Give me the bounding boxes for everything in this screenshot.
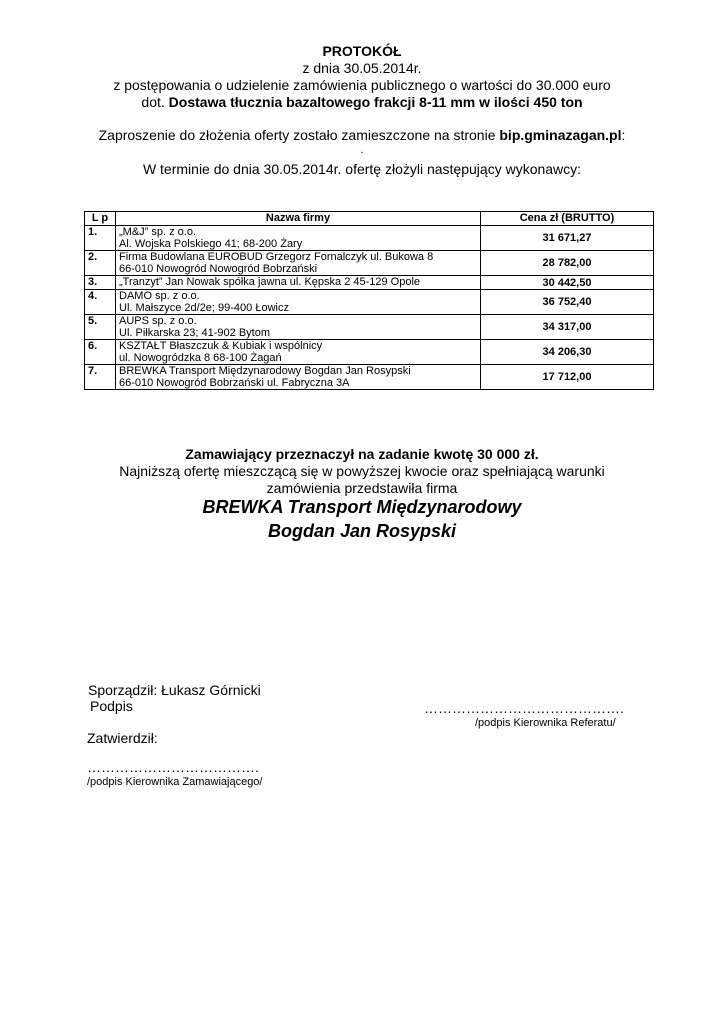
table-row (85, 365, 654, 390)
row-name (116, 365, 481, 390)
row-name-line1: „Tranzyt” Jan Nowak spółka jawna ul. Kępska 2 45-129 Opole (119, 276, 421, 288)
document-date: z dnia 30.05.2014r. (302, 60, 422, 76)
table-header-row (85, 212, 654, 226)
row-price: 30 442,50 (481, 276, 654, 290)
signature-dots-right: ……………………………………. (424, 700, 624, 716)
row-price: 36 752,40 (481, 290, 654, 315)
row-lp: 2. (85, 251, 116, 276)
approved-by: Zatwierdził: (87, 730, 158, 746)
row-name-line2: Ul. Małszyce 2d/2e; 99-400 Łowicz (119, 302, 289, 314)
row-name (116, 276, 481, 290)
table-row (85, 226, 654, 251)
result-line1: Najniższą ofertę mieszczącą się w powyższej kwocie oraz spełniającą warunki (119, 463, 605, 479)
result-line2: zamówienia przedstawiła firma (266, 480, 458, 496)
row-name-line1: BREWKA Transport Międzynarodowy Bogdan Jan Rosypski (119, 365, 411, 377)
invitation-site: bip.gminazagan.pl (499, 127, 622, 143)
row-name-line2: 66-010 Nowogród Nowogród Bobrzański (119, 263, 318, 275)
winner-line1: BREWKA Transport Międzynarodowy (202, 497, 522, 517)
invitation-line (0, 127, 724, 143)
row-price: 34 317,00 (481, 315, 654, 340)
row-price: 34 206,30 (481, 340, 654, 365)
winner-line2: Bogdan Jan Rosypski (267, 521, 457, 541)
header-lp: L p (85, 212, 116, 226)
prepared-by: Sporządził: Łukasz Górnicki (88, 682, 261, 698)
table-row (85, 276, 654, 290)
offers-table (84, 211, 654, 390)
row-lp: 3. (85, 276, 116, 290)
row-name-line2: ul. Nowogródzka 8 68-100 Żagań (119, 352, 282, 364)
row-lp: 5. (85, 315, 116, 340)
deadline-line: W terminie do dnia 30.05.2014r. ofertę złożyli następujący wykonawcy: (142, 161, 582, 177)
row-price: 31 671,27 (481, 226, 654, 251)
row-name (116, 315, 481, 340)
row-name (116, 251, 481, 276)
row-name (116, 290, 481, 315)
invitation-dot: . (360, 144, 364, 156)
table-row (85, 251, 654, 276)
row-lp: 7. (85, 365, 116, 390)
signature-caption-right: /podpis Kierownika Referatu/ (475, 717, 616, 729)
header-price: Cena zł (BRUTTO) (481, 212, 654, 226)
podpis-label: Podpis (90, 698, 133, 714)
subject-text: Dostawa tłucznia bazaltowego frakcji 8-11 mm w ilości 450 ton (168, 94, 583, 110)
invitation-text: Zaproszenie do złożenia oferty zostało zamieszczone na stronie (98, 127, 496, 143)
row-lp: 1. (85, 226, 116, 251)
table-row (85, 315, 654, 340)
row-lp: 4. (85, 290, 116, 315)
subject-prefix: dot. (141, 94, 165, 110)
subject-line (0, 94, 724, 110)
row-name-line2: 66-010 Nowogród Bobrzański ul. Fabryczna 3A (119, 377, 350, 389)
document-title: PROTOKÓŁ (322, 43, 402, 59)
row-name-line1: AUPS sp. z o.o. (119, 315, 197, 327)
row-name-line1: „M&J” sp. z o.o. (119, 226, 197, 238)
budget-line: Zamawiający przeznaczył na zadanie kwotę 30 000 zł. (185, 446, 539, 462)
row-price: 17 712,00 (481, 365, 654, 390)
row-name-line2: Al. Wojska Polskiego 41; 68-200 Żary (119, 238, 303, 250)
row-name-line2: Ul. Piłkarska 23; 41-902 Bytom (119, 327, 271, 339)
row-name-line1: DAMO sp. z o.o. (119, 290, 200, 302)
signature-caption-left: /podpis Kierownika Zamawiającego/ (87, 776, 263, 788)
procedure-line: z postępowania o udzielenie zamówienia publicznego o wartości do 30.000 euro (113, 77, 611, 93)
row-name (116, 340, 481, 365)
row-price: 28 782,00 (481, 251, 654, 276)
invitation-colon: : (621, 127, 626, 143)
table-row (85, 340, 654, 365)
row-name-line1: Firma Budowlana EUROBUD Grzegorz Fornalczyk ul. Bukowa 8 (119, 251, 434, 263)
row-name (116, 226, 481, 251)
header-name: Nazwa firmy (116, 212, 481, 226)
table-row (85, 290, 654, 315)
row-name-line1: KSZTAŁT Błaszczuk & Kubiak i wspólnicy (119, 340, 323, 352)
row-lp: 6. (85, 340, 116, 365)
signature-dots-left: ………………………………. (87, 759, 259, 775)
